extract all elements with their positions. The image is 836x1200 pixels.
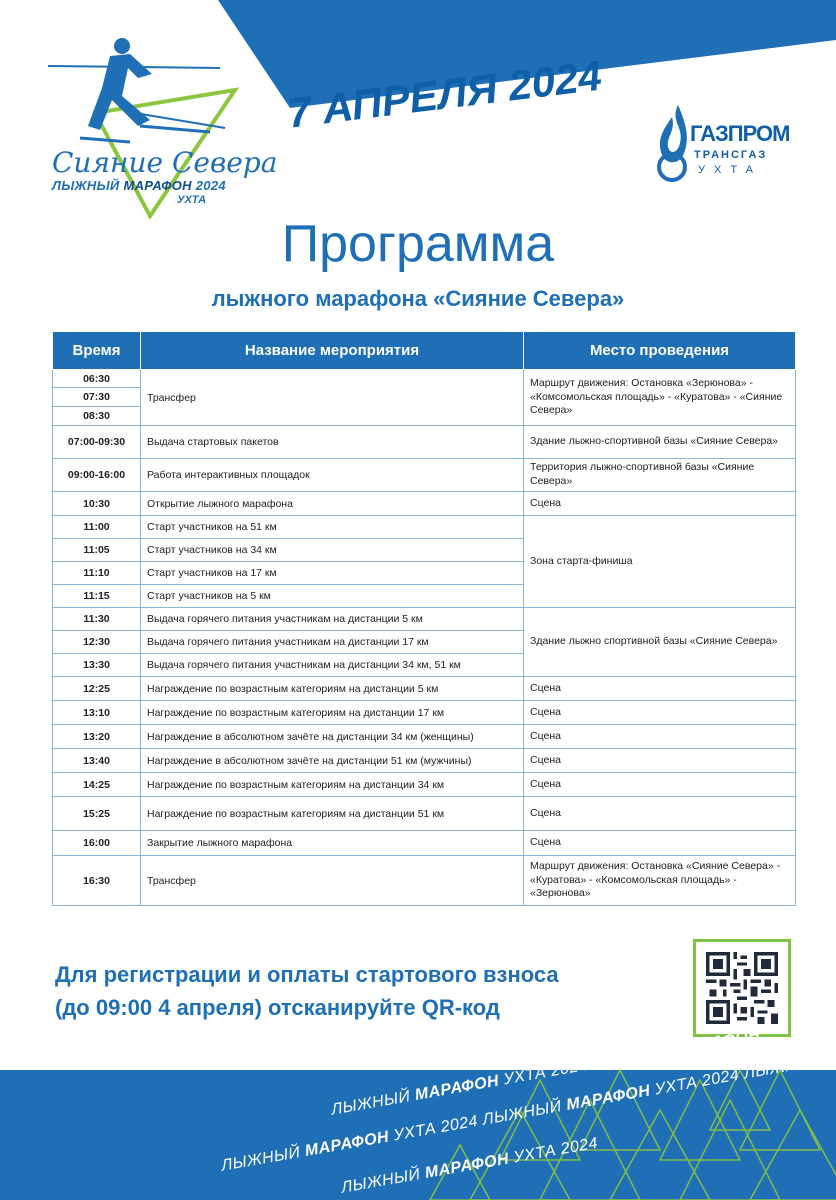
sponsor-city: УХТА	[698, 164, 763, 176]
event-cell: Трансфер	[141, 856, 524, 906]
cta-line-1: Для регистрации и оплаты стартового взноса	[55, 962, 559, 987]
time-cell: 08:30	[53, 407, 141, 426]
event-cell: Награждение в абсолютном зачёте на дистанции 34 км (женщины)	[141, 725, 524, 749]
footer-lyzh: ЛЫЖНЫЙ	[591, 1042, 674, 1073]
time-cell: 07:30	[53, 388, 141, 407]
footer-city-year: УХТА 2024	[512, 1134, 600, 1167]
time-cell: 16:30	[53, 856, 141, 906]
time-cell: 11:15	[53, 585, 141, 608]
footer-lyzh: ЛЫЖНЫЙ	[220, 1144, 302, 1175]
page-title: Программа	[281, 215, 555, 273]
table-row	[53, 370, 796, 388]
time-cell: 13:40	[53, 749, 141, 773]
logo-title: Сияние Севера	[52, 146, 278, 179]
event-cell: Открытие лыжного марафона	[141, 492, 524, 516]
place-cell: Сцена	[524, 701, 796, 725]
footer-mar: МАРАФОН	[303, 1128, 391, 1160]
event-date: 7 АПРЕЛЯ 2024	[285, 51, 605, 137]
table-row	[53, 516, 796, 539]
time-cell: 09:00-16:00	[53, 459, 141, 492]
event-cell: Старт участников на 5 км	[141, 585, 524, 608]
logo-word-lyzhny: ЛЫЖНЫЙ	[52, 178, 120, 193]
logo-subline	[52, 178, 226, 193]
header-event: Название мероприятия	[141, 332, 524, 370]
time-cell: 16:00	[53, 831, 141, 856]
logo-city: УХТА	[177, 194, 207, 206]
event-cell: Закрытие лыжного марафона	[141, 831, 524, 856]
footer-mar: МАРАФОН	[413, 1072, 501, 1104]
place-cell: Сцена	[524, 677, 796, 701]
time-cell: 06:30	[53, 370, 141, 388]
event-cell: Трансфер	[141, 370, 524, 426]
event-cell: Выдача горячего питания участникам на дистанции 5 км	[141, 608, 524, 631]
logo-word-marafon: МАРАФОН	[123, 178, 192, 193]
registration-qr-code[interactable]	[693, 939, 791, 1037]
footer-lyzh: ЛЫЖНЫЙ	[742, 1051, 825, 1083]
table-row	[53, 725, 796, 749]
sponsor-logo	[650, 103, 790, 183]
event-cell: Выдача горячего питания участникам на дистанции 17 км	[141, 631, 524, 654]
place-cell: Сцена	[524, 492, 796, 516]
header-time: Время	[53, 332, 141, 370]
place-cell: Сцена	[524, 773, 796, 797]
table-row	[53, 701, 796, 725]
footer-city-year: УХТА 2024	[653, 1066, 741, 1099]
time-cell: 07:00-09:30	[53, 426, 141, 459]
time-cell: 11:00	[53, 516, 141, 539]
place-cell: Сцена	[524, 725, 796, 749]
program-table	[52, 331, 796, 906]
place-cell: Здание лыжно спортивной базы «Сияние Севера»	[524, 608, 796, 677]
table-row	[53, 426, 796, 459]
footer-mar: МАРАФОН	[423, 1150, 511, 1182]
event-cell: Старт участников на 34 км	[141, 539, 524, 562]
table-row	[53, 856, 796, 906]
place-cell: Сцена	[524, 749, 796, 773]
place-cell: Сцена	[524, 797, 796, 831]
sponsor-name: ГАЗПРОМ	[690, 121, 790, 146]
place-cell: Территория лыжно-спортивной базы «Сияние Севера»	[524, 459, 796, 492]
table-row	[53, 608, 796, 631]
sponsor-sub: ТРАНСГАЗ	[694, 149, 768, 161]
flame-icon	[650, 103, 692, 183]
time-cell: 15:25	[53, 797, 141, 831]
table-row	[53, 459, 796, 492]
registration-cta	[55, 958, 559, 1024]
place-cell: Зона старта-финиша	[524, 516, 796, 608]
time-cell: 11:10	[53, 562, 141, 585]
footer-mar: МАРАФОН	[674, 1026, 762, 1058]
event-cell: Старт участников на 51 км	[141, 516, 524, 539]
table-row	[53, 749, 796, 773]
event-cell: Работа интерактивных площадок	[141, 459, 524, 492]
table-header-row	[53, 332, 796, 370]
table-row	[53, 677, 796, 701]
event-cell: Выдача горячего питания участникам на дистанции 34 км, 51 км	[141, 654, 524, 677]
footer-lyzh: ЛЫЖНЫЙ	[481, 1098, 564, 1129]
footer-city-year: УХТА 2024	[502, 1056, 590, 1089]
cta-line-2: (до 09:00 4 апреля) отсканируйте QR-код	[55, 995, 500, 1020]
footer-city-year: УХТА 2024	[392, 1112, 480, 1145]
event-cell: Награждение по возрастным категориям на дистанции 17 км	[141, 701, 524, 725]
footer-lyzh: ЛЫЖНЫЙ	[340, 1166, 422, 1197]
logo-year: 2024	[195, 178, 226, 193]
time-cell: 11:05	[53, 539, 141, 562]
event-cell: Награждение по возрастным категориям на дистанции 5 км	[141, 677, 524, 701]
time-cell: 13:10	[53, 701, 141, 725]
table-row	[53, 797, 796, 831]
time-cell: 12:30	[53, 631, 141, 654]
time-cell: 10:30	[53, 492, 141, 516]
table-row	[53, 831, 796, 856]
time-cell: 12:25	[53, 677, 141, 701]
header-place: Место проведения	[524, 332, 796, 370]
table-row	[53, 773, 796, 797]
table-row	[53, 492, 796, 516]
qr-code-icon	[706, 952, 778, 1024]
place-cell: Здание лыжно-спортивной базы «Сияние Севера»	[524, 426, 796, 459]
event-cell: Выдача стартовых пакетов	[141, 426, 524, 459]
footer-mar: МАРАФОН	[564, 1082, 652, 1114]
footer-band	[0, 1026, 836, 1200]
event-cell: Награждение в абсолютном зачёте на дистанции 51 км (мужчины)	[141, 749, 524, 773]
place-cell: Маршрут движения: Остановка «Сияние Севера» - «Куратова» - «Комсомольская площадь» - «Зерюнова»	[524, 856, 796, 906]
footer-lyzh: ЛЫЖНЫЙ	[330, 1088, 412, 1119]
time-cell: 14:25	[53, 773, 141, 797]
time-cell: 13:20	[53, 725, 141, 749]
event-cell: Награждение по возрастным категориям на дистанции 34 км	[141, 773, 524, 797]
page-subtitle: лыжного марафона «Сияние Севера»	[211, 286, 625, 311]
event-cell: Награждение по возрастным категориям на дистанции 51 км	[141, 797, 524, 831]
place-cell: Маршрут движения: Остановка «Зерюнова» - «Комсомольская площадь» - «Куратова» - «Сияние Севера»	[524, 370, 796, 426]
place-cell: Сцена	[524, 831, 796, 856]
time-cell: 13:30	[53, 654, 141, 677]
time-cell: 11:30	[53, 608, 141, 631]
event-cell: Старт участников на 17 км	[141, 562, 524, 585]
